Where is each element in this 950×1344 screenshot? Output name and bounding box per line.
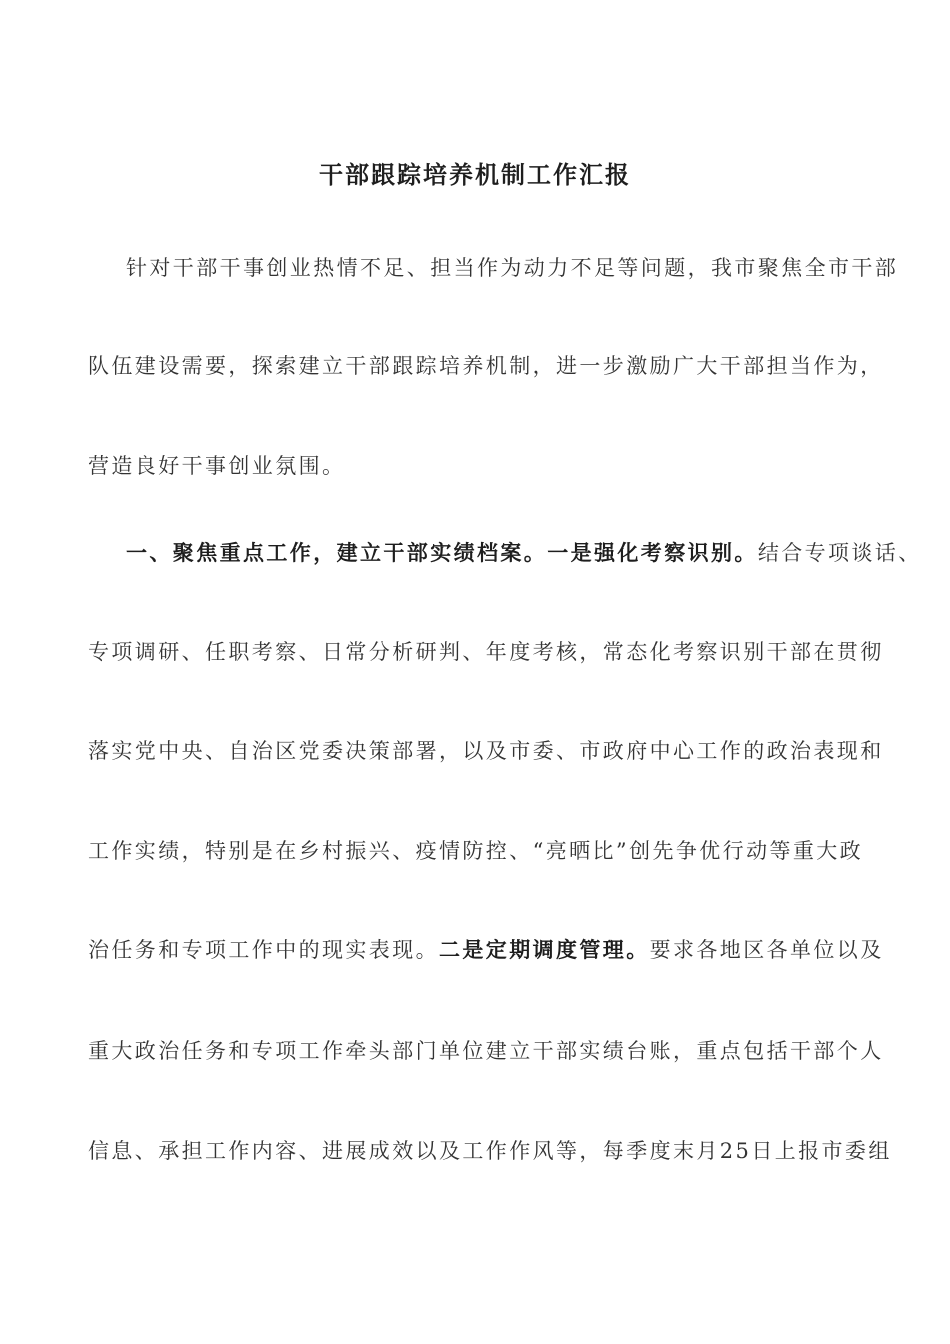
intro-line-2: 队伍建设需要，探索建立干部跟踪培养机制，进一步激励广大干部担当作为， — [88, 354, 884, 378]
intro-line-3: 营造良好干事创业氛围。 — [88, 454, 346, 478]
section1-line-3: 落实党中央、自治区党委决策部署，以及市委、市政府中心工作的政治表现和 — [88, 739, 884, 763]
section1-line5-rest: 要求各地区各单位以及 — [649, 938, 884, 962]
section1-line-4: 工作实绩，特别是在乡村振兴、疫情防控、“亮晒比”创先争优行动等重大政 — [88, 839, 864, 863]
section1-heading: 一、聚焦重点工作，建立干部实绩档案。 — [126, 540, 548, 565]
point1-label: 一是强化考察识别。 — [547, 540, 758, 565]
section1-line-6: 重大政治任务和专项工作牵头部门单位建立干部实绩台账，重点包括干部个人 — [88, 1039, 884, 1063]
section1-line-1 — [126, 537, 922, 569]
section1-line-2: 专项调研、任职考察、日常分析研判、年度考核，常态化考察识别干部在贯彻 — [88, 640, 884, 664]
intro-line-1: 针对干部干事创业热情不足、担当作为动力不足等问题，我市聚焦全市干部 — [126, 256, 899, 280]
point2-label: 二是定期调度管理。 — [439, 937, 650, 962]
section1-line-7: 信息、承担工作内容、进展成效以及工作作风等，每季度末月25日上报市委组 — [88, 1139, 892, 1163]
document-title: 干部跟踪培养机制工作汇报 — [319, 160, 631, 189]
section1-line-5 — [88, 934, 884, 966]
section1-line1-rest: 结合专项谈话、 — [757, 541, 922, 565]
section1-line5-start: 治任务和专项工作中的现实表现。 — [88, 938, 439, 962]
